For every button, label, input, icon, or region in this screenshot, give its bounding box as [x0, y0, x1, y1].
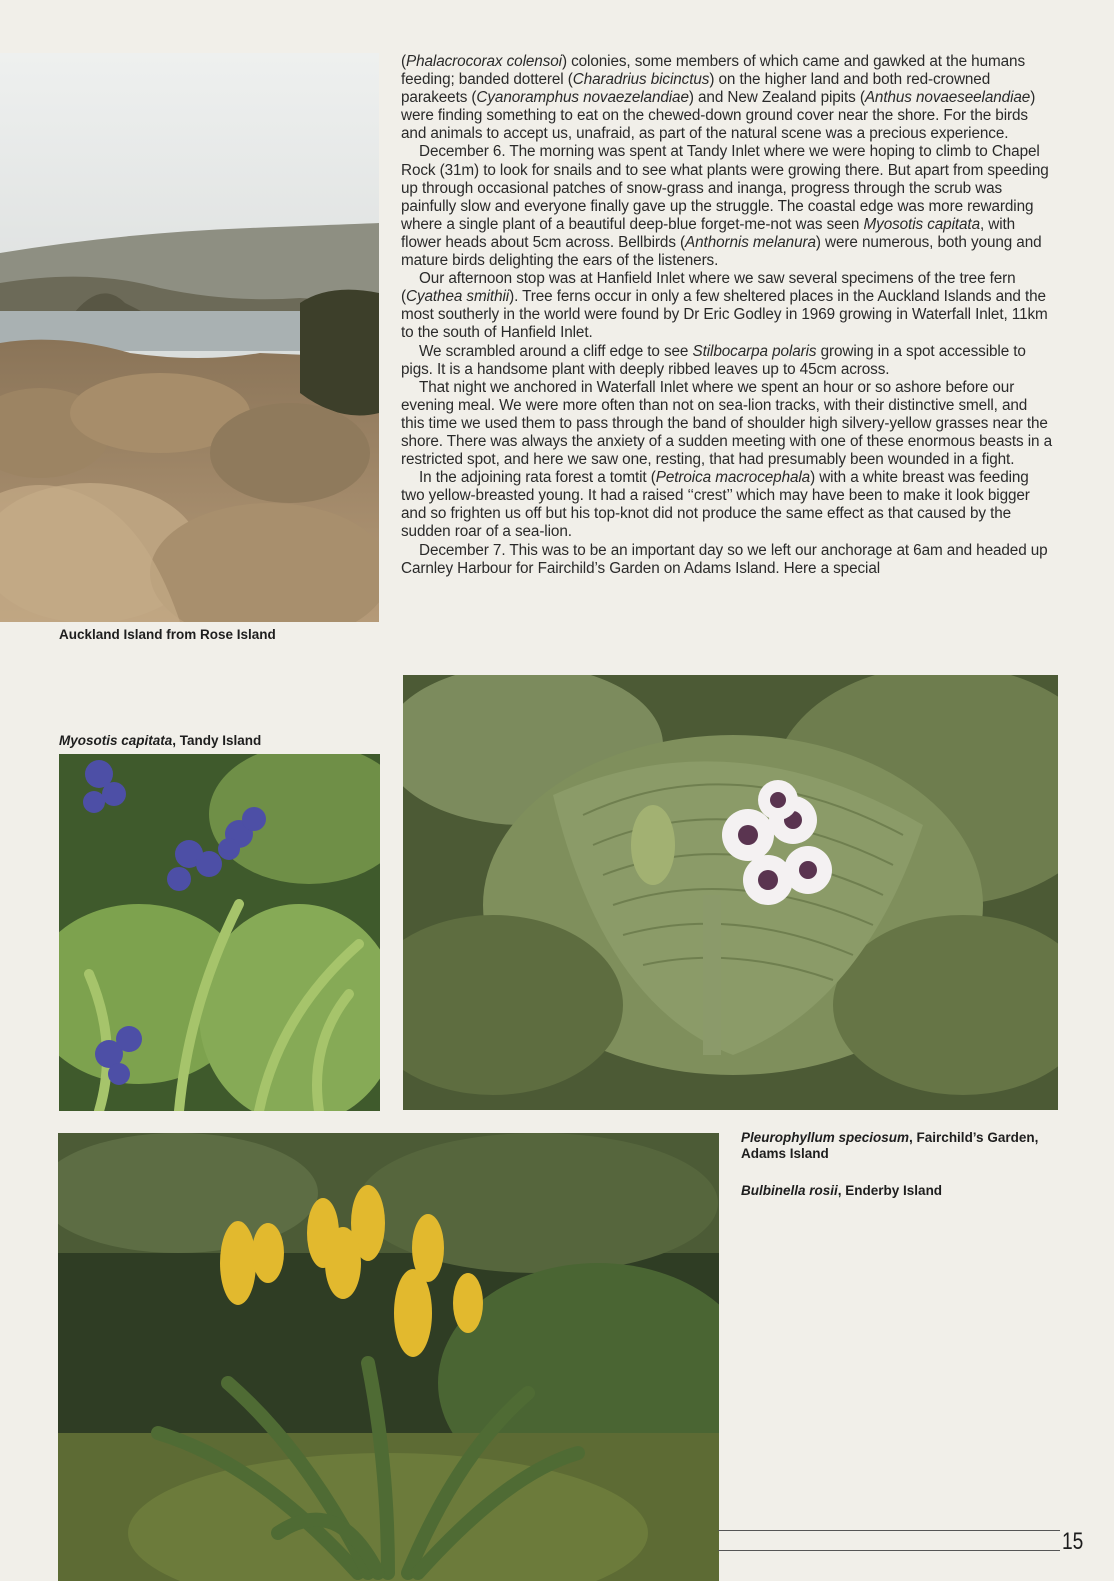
article-paragraph: [401, 53, 1054, 143]
caption-pleurophyllum-species: Pleurophyllum speciosum: [741, 1130, 910, 1145]
caption-myosotis-location: , Tandy Island: [172, 733, 262, 748]
text-run: growing in a spot accessible to pigs. It is a handsome plant with deeply ribbed leaves up to 45cm across.: [401, 342, 1026, 378]
species-name: Anthornis melanura: [685, 233, 816, 251]
text-run: ) on the higher land and both red-crowned parakeets (: [401, 71, 991, 107]
caption-pleurophyllum-location: , Fairchild’s Garden, Adams Island: [741, 1130, 1039, 1161]
caption-myosotis: [59, 733, 261, 749]
species-name: Phalacrocorax colensoi: [406, 53, 562, 70]
text-run: ) were numerous, both young and mature birds delighting the ears of the listeners.: [401, 233, 1042, 270]
caption-myosotis-species: Myosotis capitata: [59, 733, 173, 748]
article-paragraph: [401, 143, 1054, 270]
text-run: ). Tree ferns occur in only a few sheltered places in the Auckland Islands and the most southerly in the world were found by Dr Eric Godley in 1969 growing in Waterfall Inlet, 11km to the south of Hanfield Inlet.: [401, 288, 1048, 342]
text-run: ) were finding something to eat on the chewed-down ground cover near the shore. For the birds and animals to accept us, unafraid, as part of the natural scene was a precious experience.: [401, 89, 1036, 143]
photo-auckland-island: [0, 53, 379, 622]
text-run: In the adjoining rata forest a tomtit (: [419, 469, 656, 487]
species-name: Myosotis capitata: [863, 215, 980, 233]
article-paragraph: [401, 469, 1054, 541]
article-body: [401, 53, 1054, 578]
caption-bulbinella-species: Bulbinella rosii: [741, 1183, 838, 1198]
article-paragraph: [401, 343, 1054, 379]
text-run: December 7. This was to be an important day so we left our anchorage at 6am and headed up Carnley Harbour for Fairchild’s Garden on Adams Island. Here a special: [401, 541, 1048, 577]
species-name: Stilbocarpa polaris: [692, 342, 817, 360]
text-run: That night we anchored in Waterfall Inlet where we spent an hour or so ashore before our evening meal. We were more often than not on sea-lion tracks, with their distinctive smell, and this time we used them to pass through the band of shoulder high silvery-yellow grasses near the shore. There was always the anxiety of a sudden meeting with one of these enormous beasts in a restricted spot, and here we saw one, resting, that had presumably been wounded in a fight.: [401, 378, 1053, 469]
species-name: Charadrius bicinctus: [572, 71, 710, 89]
caption-bulbinella: [741, 1183, 942, 1199]
text-run: Our afternoon stop was at Hanfield Inlet where we saw several specimens of the tree fern (: [401, 270, 1016, 306]
photo-myosotis: [59, 754, 380, 1111]
article-paragraph: [401, 379, 1054, 469]
text-run: , with flower heads about 5cm across. Bellbirds (: [401, 215, 1016, 251]
page-number: 15: [1062, 1528, 1084, 1555]
text-run: We scrambled around a cliff edge to see: [419, 342, 693, 360]
text-run: December 6. The morning was spent at Tandy Inlet where we were hoping to climb to Chapel Rock (31m) to look for snails and to see what plants were growing there. But apart from speeding up through occasional patches of snow-grass and inanga, progress through the scrub was painfully slow and everyone finally gave up the struggle. The coastal edge was more rewarding where a single plant of a beautiful deep-blue forget-me-not was seen: [401, 143, 1049, 233]
text-run: (: [401, 53, 406, 70]
photo-bulbinella: [58, 1133, 719, 1581]
caption-bulbinella-location: , Enderby Island: [837, 1183, 943, 1198]
article-paragraph: [401, 542, 1054, 578]
species-name: Cyanoramphus novaezelandiae: [476, 89, 689, 107]
article-paragraph: [401, 270, 1054, 342]
caption-auckland-island: Auckland Island from Rose Island: [59, 627, 276, 642]
text-run: ) colonies, some members of which came and gawked at the humans feeding; banded dotterel (: [401, 53, 1025, 89]
footer-rule-bottom: [718, 1550, 1060, 1551]
photo-pleurophyllum: [403, 675, 1058, 1110]
caption-pleurophyllum: [741, 1130, 1071, 1162]
text-run: ) and New Zealand pipits (: [688, 89, 865, 107]
species-name: Petroica macrocephala: [655, 469, 811, 487]
text-run: ) with a white breast was feeding two yellow-breasted young. It had a raised ‘‘crest’’ which may have been to make it look bigger and so frighten us off but his top-knot did not produce the same effect as that caused by the sudden roar of a sea-lion.: [401, 469, 1030, 541]
footer-rule-top: [718, 1530, 1060, 1531]
species-name: Anthus novaeseelandiae: [864, 89, 1031, 107]
species-name: Cyathea smithii: [406, 288, 510, 306]
